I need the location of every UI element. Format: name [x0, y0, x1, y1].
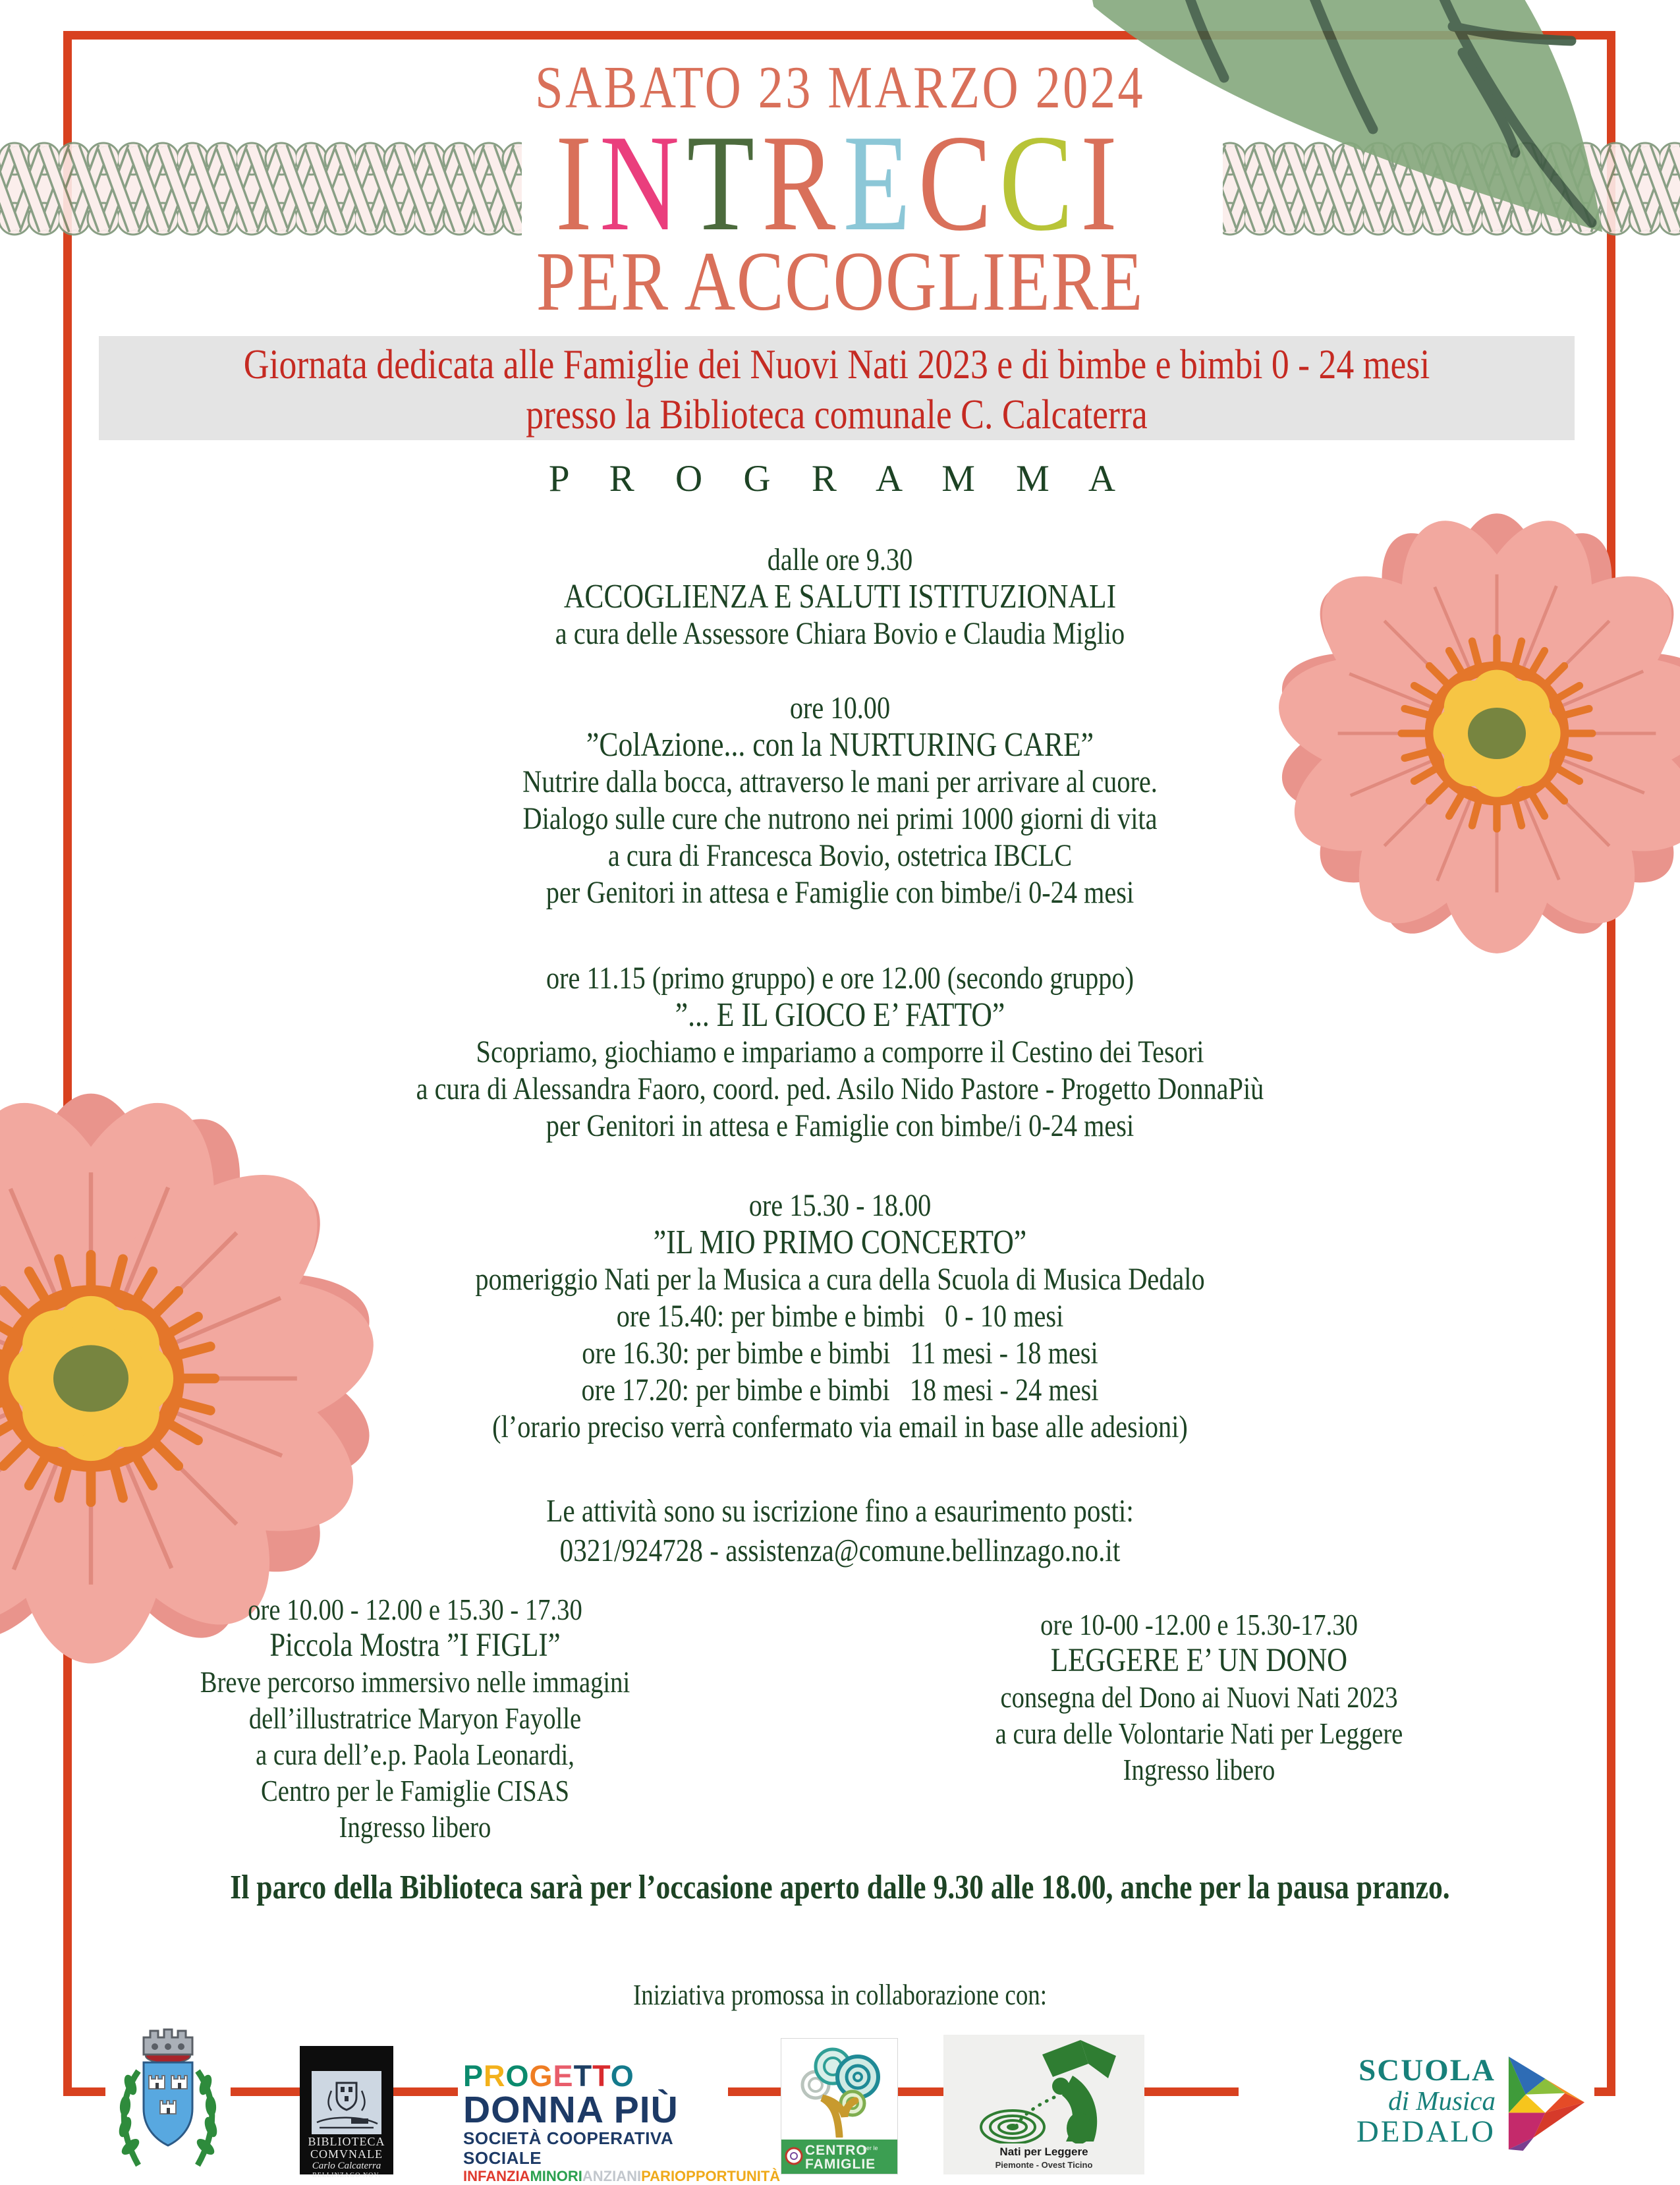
colored-letter: ANZIANI [582, 2168, 642, 2184]
column-line: LEGGERE E’ UN DONO [1050, 1642, 1348, 1679]
donnapiu-wordmark: DONNA PIÙ [463, 2089, 679, 2131]
program-line: a cura delle Assessore Chiara Bovio e Claudia Miglio [555, 616, 1125, 651]
biblioteca-town: BELLINZAGO NOV. [312, 2172, 381, 2179]
colored-letter: MINORI [530, 2168, 582, 2184]
colored-letter: I [555, 107, 600, 260]
program-block-accoglienza [0, 542, 1680, 652]
column-mostra [99, 1591, 731, 1845]
programma-heading: P R O G R A M M A [548, 458, 1132, 499]
park-notice: Il parco della Biblioteca sarà per l’occasione aperto dalle 9.30 alle 18.00, anche per la pausa pranzo. [230, 1869, 1450, 1906]
donnapiu-subtitle: SOCIETÀ COOPERATIVA SOCIALE [463, 2128, 673, 2168]
program-line: per Genitori in attesa e Famiglie con bimbe/i 0-24 mesi [546, 875, 1134, 910]
program-line: ore 15.30 - 18.00 [748, 1188, 932, 1223]
colored-letter: T [686, 107, 762, 260]
column-line: Ingresso libero [1123, 1753, 1275, 1786]
colored-letter: E [553, 2059, 574, 2093]
colored-letter: R [762, 107, 843, 260]
centro-famiglie-logo [781, 2038, 898, 2174]
program-block-concerto [0, 1187, 1680, 1446]
column-line: consegna del Dono ai Nuovi Nati 2023 [1000, 1680, 1398, 1714]
colored-letter: E [843, 107, 918, 260]
colored-letter: INFANZIA [463, 2168, 530, 2184]
banner-line: Giornata dedicata alle Famiglie dei Nuovi Nati 2023 e di bimbe e bimbi 0 - 24 mesi [243, 341, 1430, 387]
program-line: ”IL MIO PRIMO CONCERTO” [653, 1224, 1027, 1261]
dedalo-mosaic-icon [1505, 2053, 1588, 2155]
dedalo-wordmark: SCUOLA di Musica DEDALO [1356, 2053, 1496, 2149]
column-line: a cura dell’e.p. Paola Leonardi, [256, 1738, 574, 1771]
event-title [168, 107, 1512, 260]
column-line: Ingresso libero [339, 1810, 491, 1844]
centro-name-band: CENTRO per le FAMIGLIE [781, 2140, 897, 2174]
scuola-dedalo-logo [1239, 2049, 1594, 2158]
colored-letter: R [484, 2059, 506, 2093]
column-line: dell’illustratrice Maryon Fayolle [248, 1701, 582, 1735]
registration-line: 0321/924728 - assistenza@comune.bellinzago.no.it [559, 1532, 1121, 1568]
program-line: Scopriamo, giochiamo e impariamo a comporre il Cestino dei Tesori [476, 1035, 1204, 1069]
event-description-banner [99, 336, 1575, 440]
banner-line: presso la Biblioteca comunale C. Calcaterra [526, 391, 1148, 438]
progetto-donnapiu-logo [458, 2059, 781, 2184]
program-line: ”ColAzione... con la NURTURING CARE” [586, 726, 1094, 764]
program-line: Dialogo sulle cure che nutrono nei primi 1000 giorni di vita [522, 801, 1158, 836]
program-line: ore 11.15 (primo gruppo) e ore 12.00 (secondo gruppo) [546, 961, 1134, 996]
program-line: pomeriggio Nati per la Musica a cura della Scuola di Musica Dedalo [475, 1262, 1205, 1297]
colored-letter: N [600, 107, 687, 260]
colored-letter: PARIOPPORTUNITÀ [641, 2168, 781, 2184]
program-line: dalle ore 9.30 [767, 542, 913, 577]
program-line: ACCOGLIENZA E SALUTI ISTITUZIONALI [563, 578, 1117, 615]
column-line: Piccola Mostra ”I FIGLI” [269, 1627, 561, 1664]
biblioteca-name: BIBLIOTECA COMVNALE [308, 2135, 385, 2161]
biblioteca-person: Carlo Calcaterra [312, 2161, 381, 2171]
program-line: a cura di Francesca Bovio, ostetrica IBCLC [607, 838, 1073, 873]
donnapiu-areas [463, 2168, 781, 2185]
program-line: a cura di Alessandra Faoro, coord. ped. Asilo Nido Pastore - Progetto DonnaPiù [416, 1071, 1264, 1106]
colored-letter: C [999, 107, 1080, 260]
registration-info [0, 1491, 1680, 1570]
nati-per-leggere-logo [943, 2035, 1144, 2174]
colored-letter: G [529, 2059, 553, 2093]
collaboration-caption: Iniziativa promossa in collaborazione con: [632, 1979, 1048, 2011]
colored-letter: O [610, 2059, 634, 2093]
program-line: per Genitori in attesa e Famiglie con bimbe/i 0-24 mesi [546, 1108, 1134, 1143]
crest-crown [144, 2029, 192, 2063]
program-line: Nutrire dalla bocca, attraverso le mani per arrivare al cuore. [522, 764, 1158, 799]
program-line: ore 16.30: per bimbe e bimbi 11 mesi - 18 mesi [582, 1336, 1098, 1371]
colored-letter: P [463, 2059, 484, 2093]
npl-figure-icon [943, 2035, 1144, 2143]
colored-letter: I [1080, 107, 1125, 260]
biblioteca-etching-panel [312, 2071, 381, 2134]
column-leggere [916, 1606, 1482, 1788]
biblioteca-comunale-logo [300, 2046, 393, 2179]
event-date: SABATO 23 MARZO 2024 [535, 54, 1145, 121]
program-line: (l’orario preciso verrà confermato via email in base alle adesioni) [492, 1409, 1188, 1444]
column-line: Breve percorso immersivo nelle immagini [200, 1665, 630, 1699]
column-line: Centro per le Famiglie CISAS [261, 1774, 569, 1807]
progetto-wordmark [463, 2061, 728, 2091]
event-title-subline: PER ACCOGLIERE [536, 235, 1144, 328]
program-line: ore 17.20: per bimbe e bimbi 18 mesi - 24 mesi [581, 1373, 1099, 1407]
colored-letter: T [573, 2059, 593, 2093]
centro-tree-icon [781, 2039, 897, 2138]
program-line: ”... E IL GIOCO E’ FATTO” [675, 996, 1005, 1034]
column-line: ore 10.00 - 12.00 e 15.30 - 17.30 [248, 1593, 582, 1626]
program-block-gioco [0, 960, 1680, 1145]
registration-line: Le attività sono su iscrizione fino a esaurimento posti: [546, 1492, 1134, 1529]
npl-region: Piemonte - Ovest Ticino [995, 2160, 1093, 2170]
colored-letter: T [592, 2059, 611, 2093]
program-line: ore 15.40: per bimbe e bimbi 0 - 10 mesi [616, 1299, 1064, 1334]
colored-letter: O [505, 2059, 530, 2093]
column-line: ore 10-00 -12.00 e 15.30-17.30 [1040, 1608, 1358, 1641]
comune-crest-icon [105, 2015, 231, 2174]
npl-name: Nati per Leggere [999, 2145, 1088, 2158]
program-block-colazione [0, 690, 1680, 911]
colored-letter: C [918, 107, 999, 260]
column-line: a cura delle Volontarie Nati per Leggere [995, 1717, 1403, 1750]
program-line: ore 10.00 [789, 691, 891, 725]
comune-crest-logo [105, 2015, 231, 2174]
